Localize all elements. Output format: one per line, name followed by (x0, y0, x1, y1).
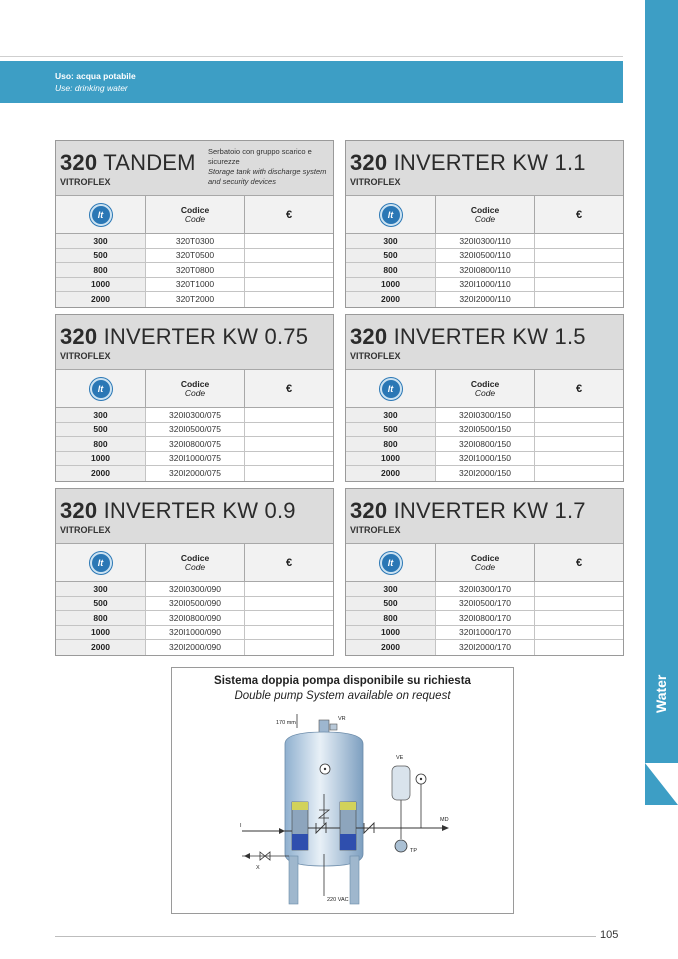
code-header (436, 544, 535, 581)
product-name: INVERTER KW 1.5 (393, 324, 586, 349)
capacity-cell: 1000 (346, 278, 436, 292)
code-cell: 320T1000 (146, 278, 245, 292)
capacity-unit: lt (97, 209, 104, 220)
table-row (346, 263, 623, 278)
product-header (346, 489, 623, 544)
product-name: INVERTER KW 0.9 (103, 498, 296, 523)
pipe-gauge-needle (420, 778, 422, 780)
code-cell: 320I0500/090 (146, 597, 245, 611)
capacity-cell: 300 (56, 408, 146, 422)
code-header-it: Codice (180, 378, 210, 389)
code-cell: 320I1000/090 (146, 626, 245, 640)
capacity-cell: 800 (56, 263, 146, 277)
product-title (60, 498, 296, 524)
water-drop-icon (380, 552, 402, 574)
price-cell (245, 249, 333, 263)
product-name: INVERTER KW 0.75 (103, 324, 309, 349)
price-cell (245, 278, 333, 292)
product-brand: VITROFLEX (60, 351, 111, 361)
price-header: € (575, 208, 583, 221)
code-cell: 320T2000 (146, 292, 245, 307)
table-row (346, 452, 623, 467)
code-cell: 320T0500 (146, 249, 245, 263)
capacity-unit: lt (387, 209, 394, 220)
schematic-illustration (172, 706, 513, 913)
water-drop-icon (380, 204, 402, 226)
inlet-arrow-icon (279, 828, 285, 834)
code-header-it: Codice (470, 204, 500, 215)
table-row (56, 626, 333, 641)
capacity-unit: lt (387, 383, 394, 394)
product-title (350, 498, 586, 524)
price-cell (535, 582, 623, 596)
code-cell: 320I0800/170 (436, 611, 535, 625)
price-cell (245, 640, 333, 655)
product-header (56, 489, 333, 544)
code-header (146, 196, 245, 233)
price-cell (245, 234, 333, 248)
price-cell (535, 423, 623, 437)
code-cell: 320I0300/110 (436, 234, 535, 248)
price-cell (535, 408, 623, 422)
tank-leg-left (289, 856, 298, 904)
page-number: 105 (600, 929, 619, 941)
product-brand: VITROFLEX (60, 177, 111, 187)
table-row (56, 234, 333, 249)
code-header-it: Codice (180, 552, 210, 563)
capacity-header (346, 196, 436, 233)
code-cell: 320I0500/075 (146, 423, 245, 437)
capacity-unit: lt (387, 557, 394, 568)
capacity-cell: 800 (56, 437, 146, 451)
tank-leg-right (350, 856, 359, 904)
price-cell (535, 437, 623, 451)
table-row (56, 249, 333, 264)
code-cell: 320I2000/150 (436, 466, 535, 481)
table-row (56, 582, 333, 597)
product-table (55, 140, 334, 308)
price-cell (245, 437, 333, 451)
diagram-title-it: Sistema doppia pompa disponibile su richiesta (214, 675, 471, 687)
water-drop-icon (90, 552, 112, 574)
code-cell: 320I0500/110 (436, 249, 535, 263)
capacity-cell: 1000 (56, 278, 146, 292)
table-row (56, 292, 333, 307)
capacity-cell: 2000 (346, 292, 436, 307)
capacity-cell: 300 (346, 582, 436, 596)
md-label: MD (440, 817, 449, 823)
product-series: 320 (350, 324, 388, 349)
price-cell (245, 626, 333, 640)
bottom-rule (55, 936, 596, 937)
price-cell (535, 626, 623, 640)
price-header: € (285, 556, 293, 569)
capacity-cell: 500 (346, 597, 436, 611)
pump-left-cap (292, 802, 308, 810)
capacity-unit: lt (97, 383, 104, 394)
water-drop-icon (90, 378, 112, 400)
code-cell: 320I0800/075 (146, 437, 245, 451)
price-cell (535, 234, 623, 248)
code-cell: 320I1000/075 (146, 452, 245, 466)
diagram-title-en: Double pump System available on request (234, 690, 451, 702)
inlet-label: I (240, 823, 242, 829)
table-header (346, 196, 623, 234)
table-row (56, 408, 333, 423)
product-series: 320 (60, 498, 98, 523)
code-header (146, 370, 245, 407)
table-row (346, 408, 623, 423)
table-header (346, 544, 623, 582)
capacity-cell: 2000 (346, 640, 436, 655)
price-cell (245, 292, 333, 307)
water-drop-icon (380, 378, 402, 400)
product-table (345, 314, 624, 482)
pressure-transducer (395, 840, 407, 852)
pump-left-motor (292, 834, 308, 850)
table-header (56, 544, 333, 582)
price-cell (245, 452, 333, 466)
code-cell: 320T0300 (146, 234, 245, 248)
product-series: 320 (60, 324, 98, 349)
capacity-header (56, 544, 146, 581)
product-description-en: Storage tank with discharge system and security devices (208, 167, 327, 186)
capacity-cell: 800 (346, 263, 436, 277)
code-cell: 320T0800 (146, 263, 245, 277)
product-brand: VITROFLEX (350, 525, 401, 535)
price-header: € (285, 208, 293, 221)
code-header (436, 370, 535, 407)
code-header-en: Code (474, 387, 496, 398)
price-cell (245, 582, 333, 596)
pump-right-cap (340, 802, 356, 810)
product-brand: VITROFLEX (60, 525, 111, 535)
table-row (56, 263, 333, 278)
code-header-en: Code (184, 213, 206, 224)
table-row (346, 292, 623, 307)
capacity-header (56, 370, 146, 407)
price-cell (535, 640, 623, 655)
price-header: € (285, 382, 293, 395)
table-row (56, 466, 333, 481)
voltage-label: 220 VAC (327, 897, 349, 903)
code-cell: 320I2000/090 (146, 640, 245, 655)
product-brand: VITROFLEX (350, 351, 401, 361)
price-cell (535, 611, 623, 625)
product-description (208, 147, 332, 187)
capacity-cell: 2000 (346, 466, 436, 481)
code-header-en: Code (474, 561, 496, 572)
top-rule (0, 56, 623, 57)
code-header-en: Code (184, 561, 206, 572)
capacity-cell: 500 (346, 423, 436, 437)
code-header-en: Code (474, 213, 496, 224)
price-cell (535, 466, 623, 481)
product-series: 320 (350, 150, 388, 175)
product-header (56, 315, 333, 370)
table-row (346, 640, 623, 655)
product-name: INVERTER KW 1.1 (393, 150, 586, 175)
tank-gauge-needle (324, 768, 326, 770)
capacity-cell: 500 (56, 249, 146, 263)
drain-arrow-icon (244, 853, 250, 859)
product-series: 320 (60, 150, 98, 175)
code-cell: 320I1000/110 (436, 278, 535, 292)
table-row (56, 437, 333, 452)
capacity-cell: 2000 (56, 466, 146, 481)
table-row (346, 249, 623, 264)
code-cell: 320I0800/110 (436, 263, 535, 277)
table-header (56, 370, 333, 408)
capacity-cell: 800 (56, 611, 146, 625)
capacity-cell: 300 (56, 234, 146, 248)
table-row (346, 582, 623, 597)
capacity-cell: 300 (346, 234, 436, 248)
code-cell: 320I0800/090 (146, 611, 245, 625)
side-tab-corner (645, 763, 678, 805)
pump-right-motor (340, 834, 356, 850)
code-cell: 320I0500/170 (436, 597, 535, 611)
expansion-vessel (392, 766, 410, 800)
capacity-cell: 500 (346, 249, 436, 263)
dimension-label: 170 mm (276, 720, 296, 726)
capacity-cell: 1000 (346, 452, 436, 466)
capacity-cell: 300 (56, 582, 146, 596)
use-banner (0, 61, 623, 103)
price-cell (245, 611, 333, 625)
product-series: 320 (350, 498, 388, 523)
table-row (346, 597, 623, 612)
price-cell (245, 408, 333, 422)
capacity-cell: 2000 (56, 640, 146, 655)
product-name: TANDEM (103, 150, 196, 175)
price-cell (535, 278, 623, 292)
table-row (346, 466, 623, 481)
code-cell: 320I0300/090 (146, 582, 245, 596)
price-cell (535, 452, 623, 466)
tp-label: TP (410, 848, 418, 854)
code-cell: 320I1000/170 (436, 626, 535, 640)
table-row (346, 423, 623, 438)
table-row (56, 423, 333, 438)
table-row (346, 626, 623, 641)
table-row (346, 234, 623, 249)
product-header (56, 141, 333, 196)
product-name: INVERTER KW 1.7 (393, 498, 586, 523)
price-cell (245, 263, 333, 277)
code-header (436, 196, 535, 233)
product-description-it: Serbatoio con gruppo scarico e sicurezze (208, 147, 312, 166)
product-header (346, 141, 623, 196)
price-cell (245, 423, 333, 437)
table-row (56, 452, 333, 467)
product-table (55, 488, 334, 656)
code-header-it: Codice (470, 378, 500, 389)
price-cell (245, 597, 333, 611)
price-cell (535, 292, 623, 307)
capacity-cell: 800 (346, 437, 436, 451)
code-cell: 320I1000/150 (436, 452, 535, 466)
use-label-it: Uso: acqua potabile (55, 71, 136, 81)
product-header (346, 315, 623, 370)
table-row (56, 278, 333, 293)
ve-label: VE (396, 755, 404, 761)
table-row (56, 640, 333, 655)
double-pump-diagram (171, 667, 514, 914)
table-row (56, 597, 333, 612)
table-row (56, 611, 333, 626)
code-header-en: Code (184, 387, 206, 398)
x-label: X (256, 865, 260, 871)
product-title (350, 150, 586, 176)
water-drop-icon (90, 204, 112, 226)
table-header (56, 196, 333, 234)
code-cell: 320I2000/170 (436, 640, 535, 655)
product-table (345, 140, 624, 308)
table-row (346, 437, 623, 452)
vr-label: VR (338, 716, 346, 722)
code-cell: 320I0300/075 (146, 408, 245, 422)
capacity-header (56, 196, 146, 233)
capacity-cell: 500 (56, 423, 146, 437)
capacity-cell: 300 (346, 408, 436, 422)
product-title (350, 324, 586, 350)
vr-valve (330, 724, 337, 730)
capacity-cell: 1000 (56, 452, 146, 466)
code-header-it: Codice (180, 204, 210, 215)
price-cell (535, 263, 623, 277)
code-cell: 320I2000/075 (146, 466, 245, 481)
capacity-cell: 2000 (56, 292, 146, 307)
code-header-it: Codice (470, 552, 500, 563)
code-cell: 320I0300/170 (436, 582, 535, 596)
price-cell (245, 466, 333, 481)
capacity-header (346, 370, 436, 407)
side-tab-label: Water (653, 674, 669, 713)
price-header: € (575, 382, 583, 395)
capacity-cell: 1000 (56, 626, 146, 640)
use-label-en: Use: drinking water (55, 83, 128, 93)
product-table (55, 314, 334, 482)
price-cell (535, 597, 623, 611)
capacity-header (346, 544, 436, 581)
md-arrow-icon (442, 825, 449, 831)
code-header (146, 544, 245, 581)
product-brand: VITROFLEX (350, 177, 401, 187)
code-cell: 320I0300/150 (436, 408, 535, 422)
table-row (346, 611, 623, 626)
table-header (346, 370, 623, 408)
product-title (60, 324, 308, 350)
code-cell: 320I2000/110 (436, 292, 535, 307)
table-row (346, 278, 623, 293)
product-title (60, 150, 196, 176)
code-cell: 320I0500/150 (436, 423, 535, 437)
product-table (345, 488, 624, 656)
capacity-unit: lt (97, 557, 104, 568)
capacity-cell: 500 (56, 597, 146, 611)
capacity-cell: 800 (346, 611, 436, 625)
price-header: € (575, 556, 583, 569)
price-cell (535, 249, 623, 263)
code-cell: 320I0800/150 (436, 437, 535, 451)
capacity-cell: 1000 (346, 626, 436, 640)
